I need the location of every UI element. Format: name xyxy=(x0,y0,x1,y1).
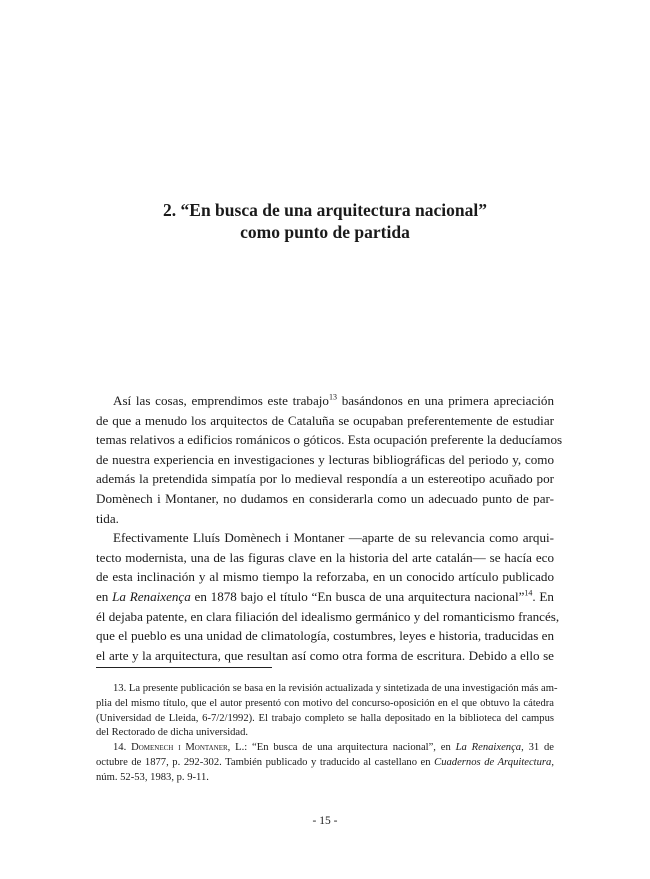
periodical-title: La Renaixença xyxy=(455,742,522,754)
footnote-14-line: núm. 52-53, 1983, p. 9-11. xyxy=(96,771,209,783)
body-text xyxy=(96,391,563,665)
footnote-13-line: plia del mismo título, que el autor presentó con motivo del concurso-oposición en el que obtuvo la cátedra xyxy=(96,697,554,709)
chapter-heading-line-2: como punto de partida xyxy=(240,222,410,242)
footnote-ref-14[interactable]: 14 xyxy=(524,588,533,598)
paragraph-1-line: además la pretendida simpatía por lo medieval respondía a un estereotipo acuñado por xyxy=(96,471,554,487)
footnote-13-line: 13. La presente publicación se basa en la revisión actualizada y sintetizada de una investigación más am- xyxy=(113,683,558,694)
paragraph-1-line: de nuestra experiencia en investigaciones y lecturas bibliográficas del periodo y, como xyxy=(96,451,554,467)
periodical-title: Cuadernos de Arquitectura xyxy=(434,756,552,768)
paragraph-2-line: de esta inclinación y al mismo tiempo la reforzaba, en un conocido artículo publicado xyxy=(96,569,554,585)
paragraph-2-line: el arte y la arquitectura, que resultan así como otra forma de escritura. Debido a ello se xyxy=(96,647,554,663)
cited-author: Domenech i Montaner xyxy=(131,742,228,754)
periodical-title: La Renaixença xyxy=(112,588,191,604)
paragraph-1-line: de que a menudo los arquitectos de Cataluña se ocupaban preferentemente de estudiar xyxy=(96,412,554,428)
footnote-14-line: 14. Domenech i Montaner, L.: “En busca de una arquitectura nacional”, en La Renaixença, 31 de xyxy=(113,742,555,754)
footnote-14-line: octubre de 1877, p. 292-302. También publicado y traducido al castellano en Cuadernos de Arquitectura, xyxy=(96,756,554,768)
paragraph-2-line: que el pueblo es una unidad de climatología, costumbres, leyes e historia, traducidas en xyxy=(96,628,554,644)
paragraph-2-line: Efectivamente Lluís Domènech i Montaner —aparte de su relevancia como arqui- xyxy=(113,530,554,546)
footnote-13-line: (Universidad de Lleida, 6-7/2/1992). El trabajo completo se halla depositado en la biblioteca del campus xyxy=(96,712,554,724)
paragraph-2-line: tecto modernista, una de las figuras clave en la historia del arte catalán— se hacía eco xyxy=(96,549,554,565)
page-number: - 15 - xyxy=(312,815,338,827)
paragraph-2-line: en La Renaixença en 1878 bajo el título “En busca de una arquitectura nacional”$^{14}$. En xyxy=(96,588,554,604)
chapter-heading-line-1: 2. “En busca de una arquitectura nacional” xyxy=(163,200,487,220)
footnote-ref-13[interactable]: 13 xyxy=(328,392,337,402)
paragraph-1-line: temas relativos a edificios románicos o góticos. Esta ocupación preferente la deducíamos xyxy=(96,432,563,448)
footnote-separator xyxy=(96,667,272,668)
chapter-heading xyxy=(96,199,554,243)
paragraph-1-line: Así las cosas, emprendimos este trabajo$^{13}$ basándonos en una primera apreciación xyxy=(113,392,554,408)
paragraph-1-line: Domènech i Montaner, no dudamos en considerarla como un adecuado punto de par- xyxy=(96,490,554,506)
footnotes xyxy=(96,682,558,786)
paragraph-2-line: él dejaba patente, en clara filiación del idealismo germánico y del romanticismo francés, xyxy=(96,608,560,624)
paragraph-1-line: tida. xyxy=(96,510,119,526)
footnote-13-line: del Rectorado de dicha universidad. xyxy=(96,727,249,739)
